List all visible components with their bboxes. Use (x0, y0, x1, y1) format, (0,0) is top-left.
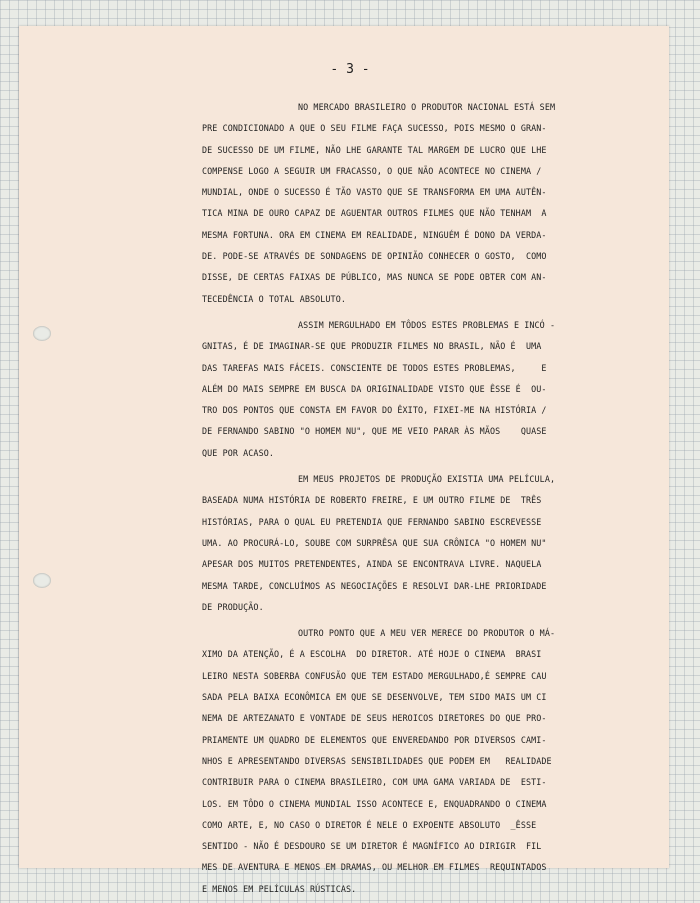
text-line: EM MEUS PROJETOS DE PRODUÇÃO EXISTIA UMA PELÍCULA, (298, 474, 556, 485)
text-line: CONTRIBUIR PARA O CINEMA BRASILEIRO, COM UMA GAMA VARIADA DE ESTI- (202, 777, 547, 788)
punch-hole-bottom (33, 573, 51, 588)
text-line: PRIAMENTE UM QUADRO DE ELEMENTOS QUE ENVEREDANDO POR DIVERSOS CAMI- (202, 734, 547, 745)
text-line: GNITAS, É DE IMAGINAR-SE QUE PRODUZIR FILMES NO BRASIL, NÃO É UMA (202, 341, 542, 352)
text-line: TRO DOS PONTOS QUE CONSTA EM FAVOR DO ÊXITO, FIXEI-ME NA HISTÓRIA / (202, 405, 547, 416)
text-line: DE. PODE-SE ATRAVÉS DE SONDAGENS DE OPINIÃO CONHECER O GOSTO, COMO (202, 251, 547, 262)
text-line: NO MERCADO BRASILEIRO O PRODUTOR NACIONAL ESTÁ SEM (298, 102, 556, 112)
paragraph (202, 97, 648, 310)
text-line: NHOS E APRESENTANDO DIVERSAS SENSIBILIDADES QUE PODEM EM REALIDADE (202, 755, 552, 766)
text-line: COMPENSE LOGO A SEGUIR UM FRACASSO, O QUE NÃO ACONTECE NO CINEMA / (202, 165, 542, 176)
text-line: HISTÓRIAS, PARA O QUAL EU PRETENDIA QUE FERNANDO SABINO ESCREVESSE (202, 516, 542, 527)
text-line: BASEADA NUMA HISTÓRIA DE ROBERTO FREIRE, E UM OUTRO FILME DE TRÊS (202, 495, 542, 506)
text-line: TICA MINA DE OURO CAPAZ DE AGUENTAR OUTROS FILMES QUE NÃO TENHAM A (202, 208, 547, 219)
text-line: XIMO DA ATENÇÃO, É A ESCOLHA DO DIRETOR. ATÉ HOJE O CINEMA BRASI (202, 649, 542, 660)
text-line: PRE CONDICIONADO A QUE O SEU FILME FAÇA SUCESSO, POIS MESMO O GRAN- (202, 123, 547, 134)
document-body (202, 97, 648, 900)
text-line: QUE POR ACASO. (202, 447, 274, 458)
text-line: UMA. AO PROCURÁ-LO, SOUBE COM SURPRÊSA QUE SUA CRÔNICA "O HOMEM NU" (202, 537, 547, 548)
text-line: ASSIM MERGULHADO EM TÔDOS ESTES PROBLEMAS E INCÓ - (298, 319, 556, 330)
text-line: COMO ARTE, E, NO CASO O DIRETOR É NELE O EXPOENTE ABSOLUTO _ÊSSE (202, 819, 537, 830)
text-line: DE FERNANDO SABINO "O HOMEM NU", QUE ME VEIO PARAR ÀS MÃOS QUASE (202, 426, 547, 437)
page-number: - 3 - (330, 62, 370, 77)
text-line: DE PRODUÇÃO. (202, 601, 264, 612)
text-line: DAS TAREFAS MAIS FÁCEIS. CONSCIENTE DE TODOS ESTES PROBLEMAS, E (202, 362, 547, 373)
text-line: DE SUCESSO DE UM FILME, NÃO LHE GARANTE TAL MARGEM DE LUCRO QUE LHE (202, 144, 547, 155)
punch-hole-top (33, 326, 51, 341)
paragraph (202, 315, 648, 464)
text-line: NEMA DE ARTEZANATO E VONTADE DE SEUS HEROICOS DIRETORES DO QUE PRO- (202, 713, 547, 724)
text-line: MESMA TARDE, CONCLUÍMOS AS NEGOCIAÇÕES E RESOLVI DAR-LHE PRIORIDADE (202, 580, 547, 591)
text-line: ALÉM DO MAIS SEMPRE EM BUSCA DA ORIGINALIDADE VISTO QUE ÊSSE É OU- (202, 383, 547, 394)
paragraph (202, 469, 648, 618)
text-line: E MENOS EM PELÍCULAS RÚSTICAS. (202, 883, 357, 894)
text-line: DISSE, DE CERTAS FAIXAS DE PÚBLICO, MAS NUNCA SE PODE OBTER COM AN- (202, 272, 547, 283)
text-line: MUNDIAL, ONDE O SUCESSO É TÃO VASTO QUE SE TRANSFORMA EM UMA AUTÊN- (202, 187, 547, 198)
text-line: LOS. EM TÔDO O CINEMA MUNDIAL ISSO ACONTECE E, ENQUADRANDO O CINEMA (202, 798, 547, 809)
text-line: TECEDÊNCIA O TOTAL ABSOLUTO. (202, 293, 346, 304)
text-line: LEIRO NESTA SOBERBA CONFUSÃO QUE TEM ESTADO MERGULHADO,É SEMPRE CAU (202, 670, 547, 681)
text-line: OUTRO PONTO QUE A MEU VER MERECE DO PRODUTOR O MÁ- (298, 628, 556, 639)
text-line: APESAR DOS MUITOS PRETENDENTES, AINDA SE ENCONTRAVA LIVRE. NAQUELA (202, 559, 542, 570)
paragraph (202, 623, 648, 900)
text-line: SENTIDO - NÃO É DESDOURO SE UM DIRETOR É MAGNÍFICO AO DIRIGIR FIL (202, 841, 542, 852)
text-line: MESMA FORTUNA. ORA EM CINEMA EM REALIDADE, NINGUÉM É DONO DA VERDA- (202, 229, 547, 240)
text-line: MES DE AVENTURA E MENOS EM DRAMAS, OU MELHOR EM FILMES REQUINTADOS (202, 862, 547, 873)
text-line: SADA PELA BAIXA ECONÔMICA EM QUE SE DESENVOLVE, TEM SIDO MAIS UM CI (202, 692, 547, 703)
